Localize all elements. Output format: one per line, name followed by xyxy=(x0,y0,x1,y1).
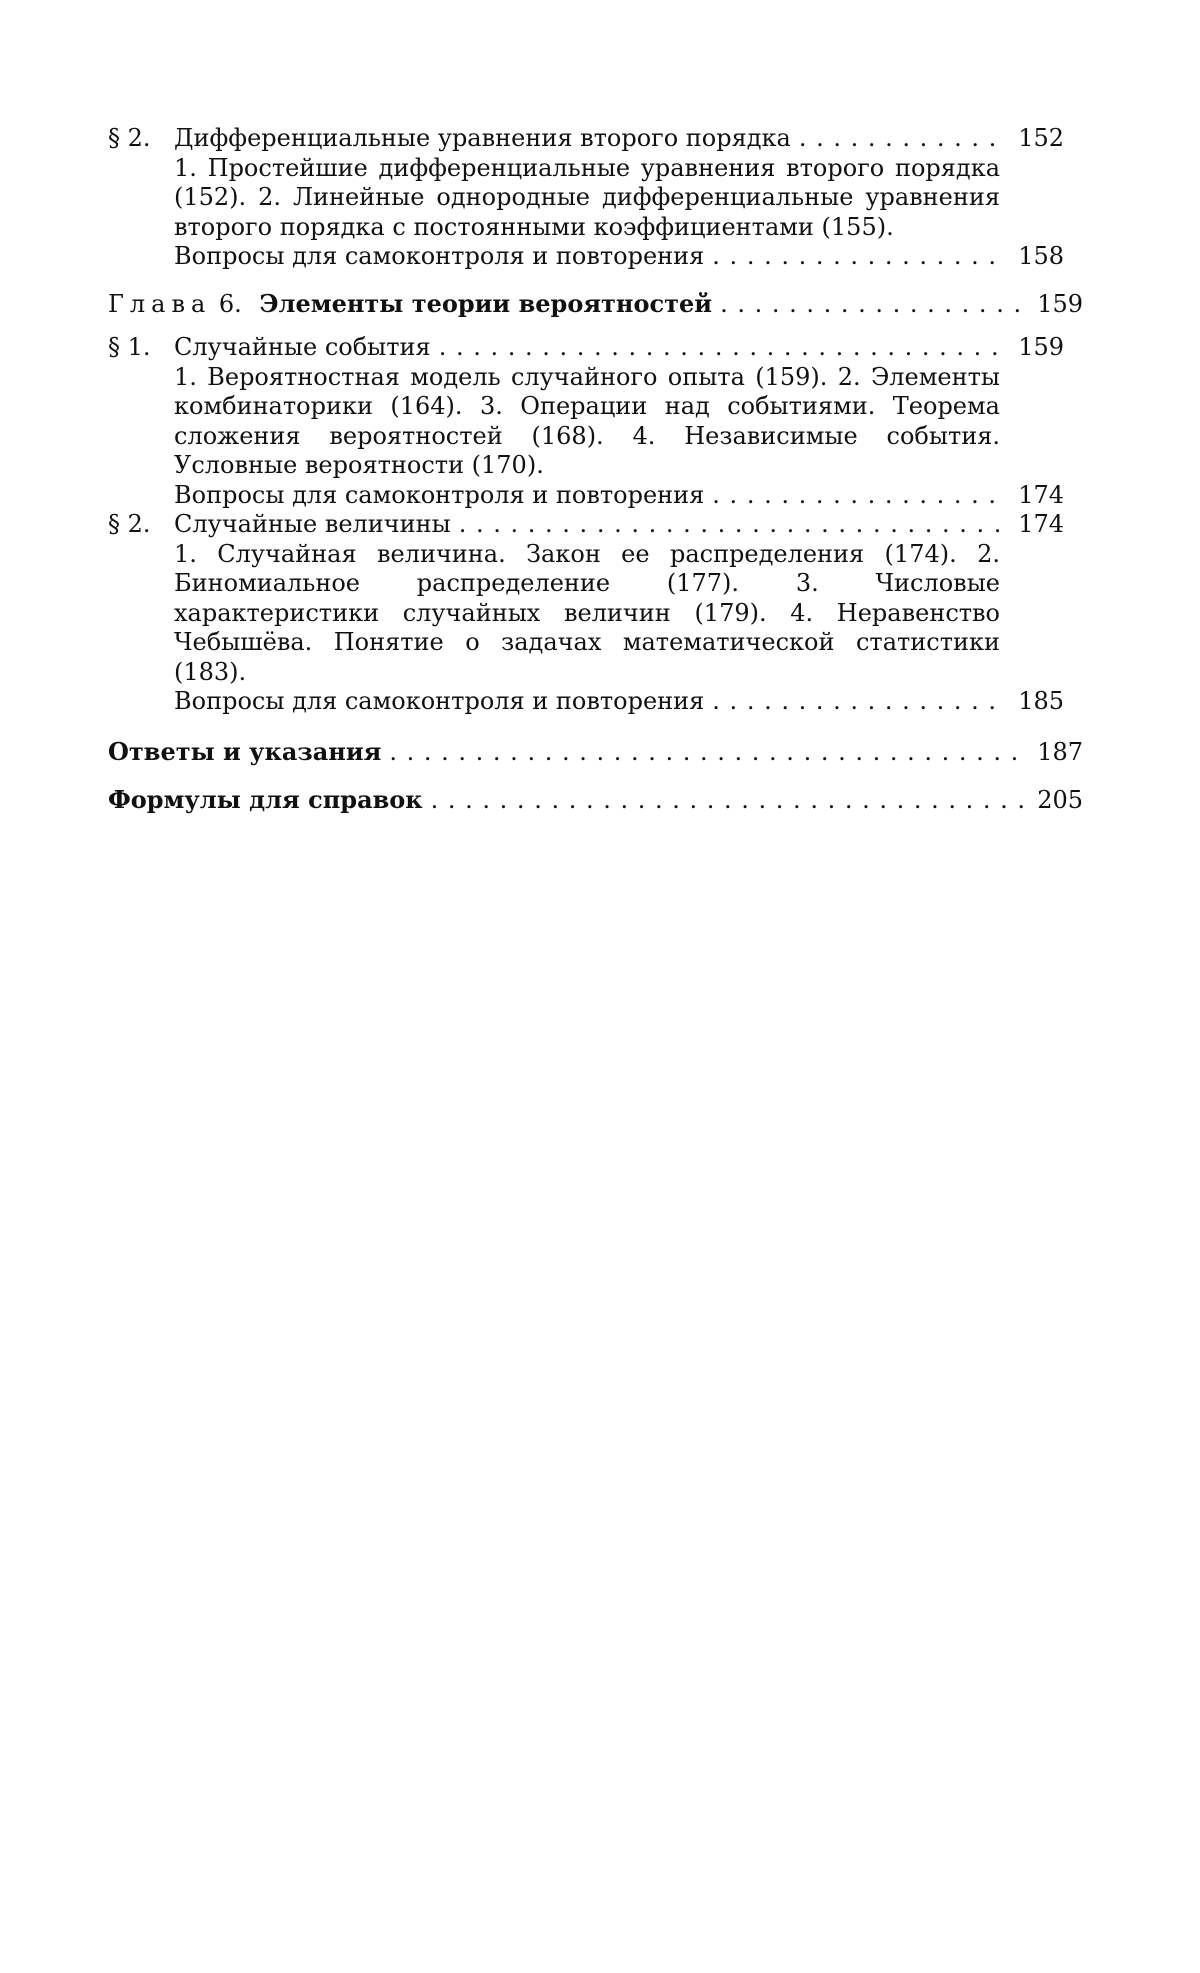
dot-leader xyxy=(423,786,1023,816)
chapter-prefix: Глава xyxy=(108,289,212,318)
toc-section-differential-equations xyxy=(108,124,1083,272)
dot-leader xyxy=(704,481,1004,511)
section-heading-row[interactable] xyxy=(174,333,1064,363)
page-number: 174 xyxy=(1018,480,1064,509)
review-questions-row[interactable] xyxy=(174,242,1064,272)
page-number: 205 xyxy=(1037,786,1083,814)
dot-leader xyxy=(704,242,1004,272)
toc-section-random-events xyxy=(108,333,1083,510)
toc-answers[interactable] xyxy=(108,737,1083,768)
section-description: 1. Случайная величина. Закон ее распределения (174). 2. Биномиальное распределение (177). 3. Числовые характеристики случайных величин (179). 4. Неравенство Чебышёва. Понятие о задачах математической статистики (183). xyxy=(174,539,1000,686)
page-number: 185 xyxy=(1018,687,1064,715)
formulas-title: Формулы для справок xyxy=(108,785,423,814)
dot-leader xyxy=(704,687,1004,717)
toc-chapter-6[interactable] xyxy=(108,289,1083,320)
section-title: Случайные события xyxy=(174,333,431,361)
page-number: 187 xyxy=(1037,737,1083,766)
dot-leader xyxy=(451,510,1004,540)
review-questions-title: Вопросы для самоконтроля и повторения xyxy=(174,242,705,270)
section-description: 1. Вероятностная модель случайного опыта (159). 2. Элементы комбинаторики (164). 3. Операции над событиями. Теорема сложения вероятностей (168). 4. Независимые события. Условные вероятности (170). xyxy=(174,362,1000,479)
section-heading-row[interactable] xyxy=(174,510,1064,540)
section-description: 1. Простейшие дифференциальные уравнения второго порядка (152). 2. Линейные однородные дифференциальные уравнения второго порядка с постоянными коэффициентами (155). xyxy=(174,153,1000,241)
answers-title: Ответы и указания xyxy=(108,736,382,766)
review-questions-row[interactable] xyxy=(174,481,1064,511)
toc-section-random-variables xyxy=(108,510,1083,717)
table-of-contents xyxy=(108,124,1083,816)
section-marker: § 1. xyxy=(108,333,151,361)
page-number: 152 xyxy=(1018,124,1064,152)
page-number: 174 xyxy=(1018,510,1064,538)
page-number: 159 xyxy=(1037,289,1083,318)
section-title: Дифференциальные уравнения второго порядка xyxy=(174,124,791,152)
review-questions-title: Вопросы для самоконтроля и повторения xyxy=(174,687,705,715)
dot-leader xyxy=(431,333,1004,363)
section-title: Случайные величины xyxy=(174,510,451,538)
dot-leader xyxy=(712,290,1023,320)
section-marker: § 2. xyxy=(108,124,151,152)
review-questions-row[interactable] xyxy=(174,687,1064,717)
chapter-title: Элементы теории вероятностей xyxy=(259,288,713,318)
chapter-number: 6. xyxy=(218,289,242,318)
page-number: 158 xyxy=(1018,242,1064,270)
toc-formulas[interactable] xyxy=(108,785,1083,816)
section-marker: § 2. xyxy=(108,510,151,538)
page-number: 159 xyxy=(1018,333,1064,361)
dot-leader xyxy=(381,738,1023,768)
section-heading-row[interactable] xyxy=(174,124,1064,154)
review-questions-title: Вопросы для самоконтроля и повторения xyxy=(174,480,705,509)
dot-leader xyxy=(791,124,1004,154)
